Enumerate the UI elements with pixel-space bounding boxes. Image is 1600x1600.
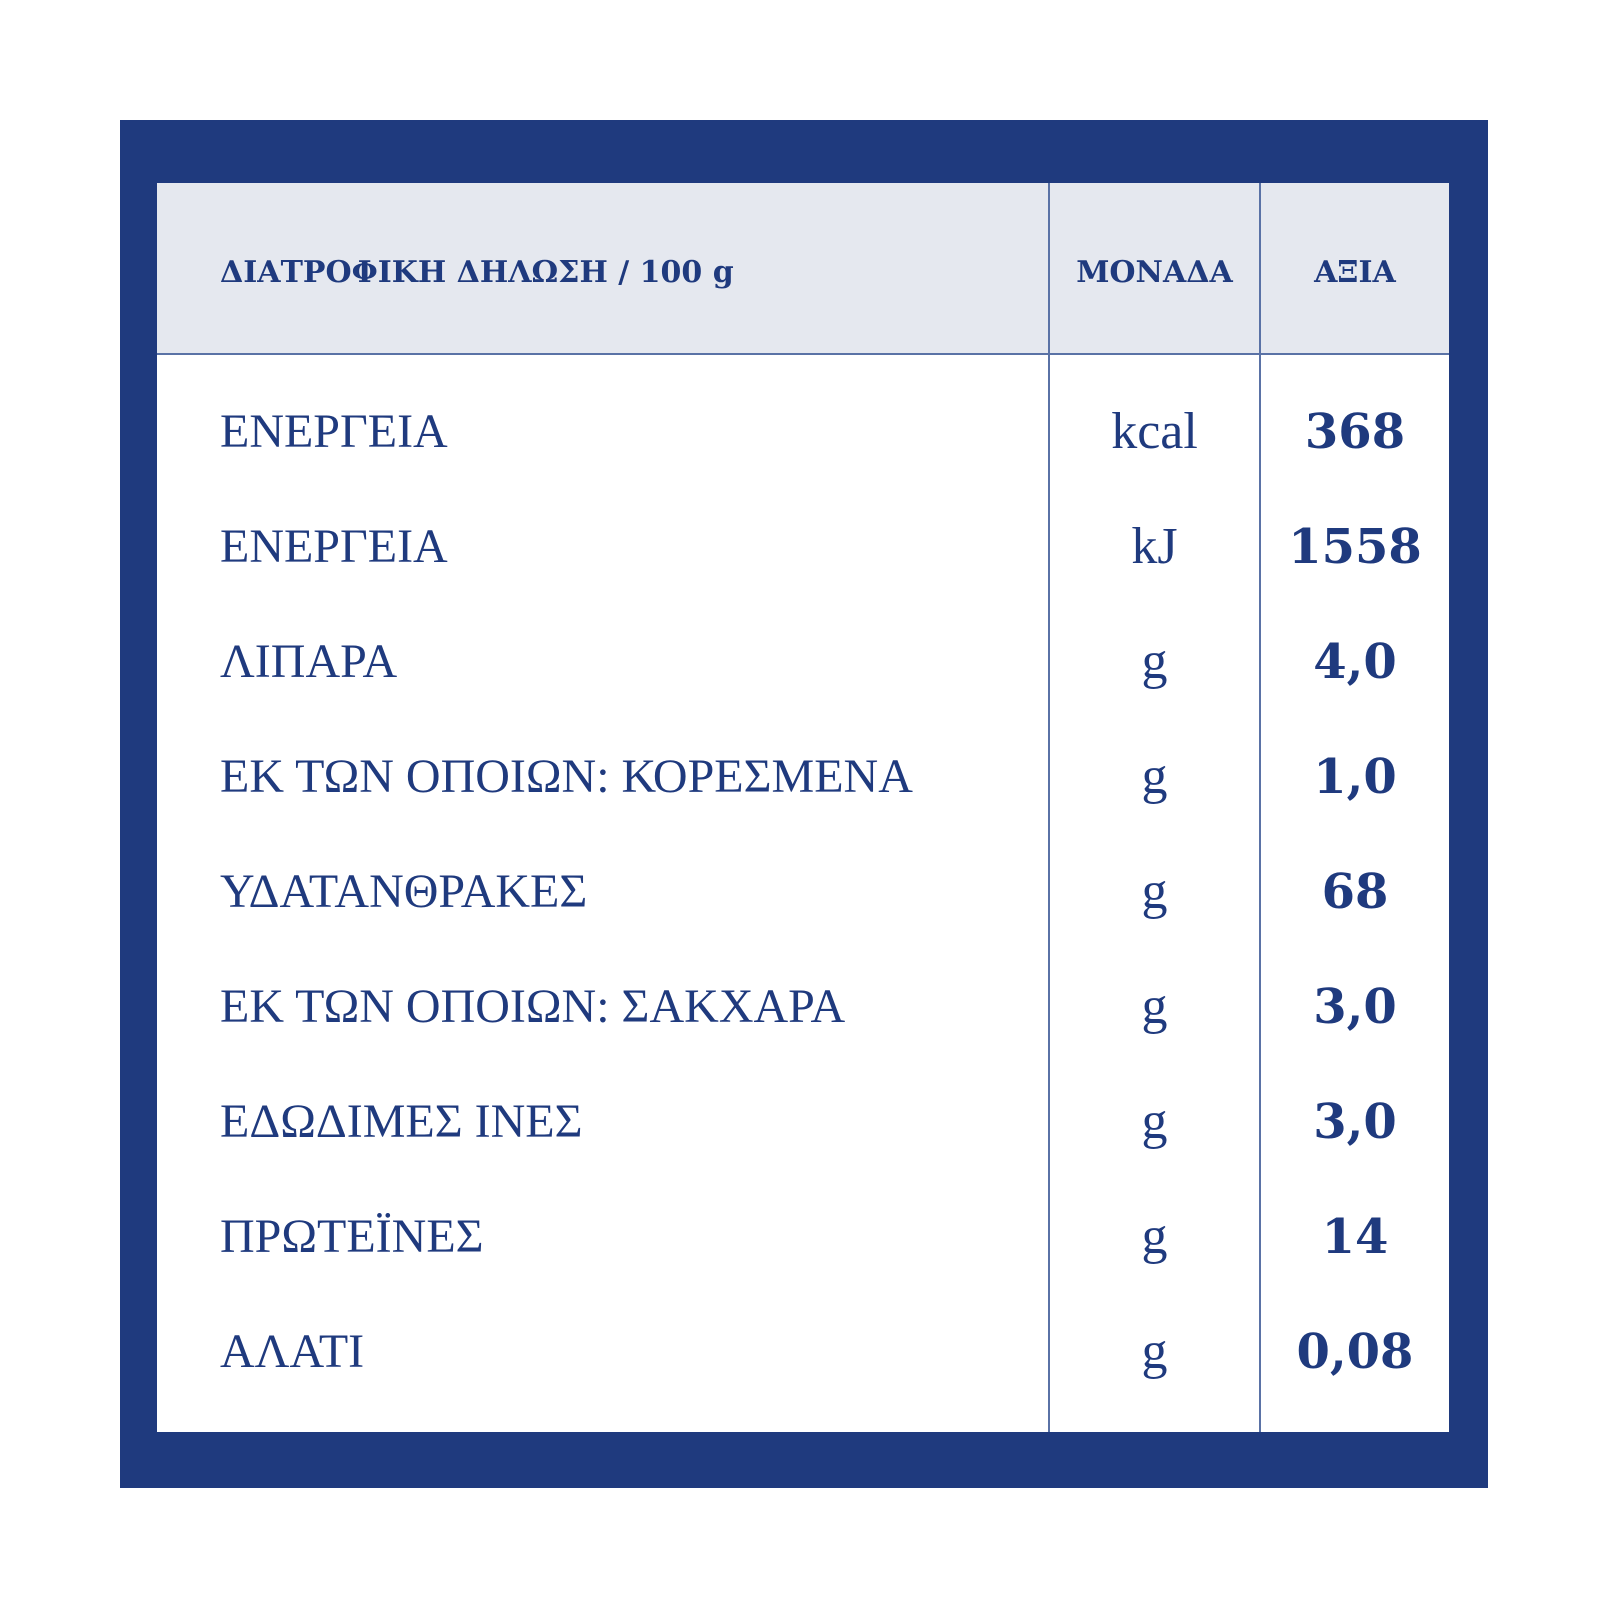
table-row (157, 949, 1449, 1065)
table-row (157, 834, 1449, 950)
header-nutrition-declaration: ΔΙΑΤΡΟΦΙΚΗ ΔΗΛΩΣΗ / 100 g (220, 255, 734, 290)
nutrition-table (157, 183, 1449, 1432)
table-row (157, 1064, 1449, 1180)
nutrient-name: ΕΚ ΤΩΝ ΟΠΟΙΩΝ: ΣΑΚΧΑΡΑ (220, 980, 846, 1033)
header-unit: ΜΟΝΑΔΑ (1076, 255, 1233, 290)
nutrient-unit: kJ (1131, 518, 1178, 575)
nutrient-name: ΕΝΕΡΓΕΙΑ (220, 520, 448, 573)
nutrient-name: ΠΡΩΤΕΪΝΕΣ (220, 1210, 484, 1263)
nutrient-name: ΕΝΕΡΓΕΙΑ (220, 405, 448, 458)
nutrient-value: 1,0 (1313, 749, 1397, 805)
nutrient-unit: g (1141, 978, 1168, 1035)
nutrient-value: 4,0 (1313, 634, 1397, 690)
nutrient-unit: g (1141, 863, 1168, 920)
nutrient-unit: g (1141, 1208, 1168, 1265)
nutrient-unit: g (1141, 748, 1168, 805)
nutrient-value: 3,0 (1313, 1094, 1397, 1150)
header-value: ΑΞΙΑ (1314, 255, 1396, 290)
nutrient-unit: g (1141, 633, 1168, 690)
nutrient-unit: kcal (1111, 403, 1198, 460)
nutrition-label-frame (120, 120, 1488, 1488)
table-row (157, 719, 1449, 835)
nutrient-value: 1558 (1288, 519, 1422, 575)
table-row (157, 604, 1449, 720)
nutrient-unit: g (1141, 1323, 1168, 1380)
table-header (157, 183, 1449, 355)
table-row (157, 1179, 1449, 1295)
nutrient-value: 14 (1321, 1209, 1389, 1265)
nutrient-name: ΕΚ ΤΩΝ ΟΠΟΙΩΝ: ΚΟΡΕΣΜΕΝΑ (220, 750, 913, 803)
nutrient-value: 0,08 (1296, 1324, 1414, 1380)
table-row (157, 1294, 1449, 1410)
nutrient-name: ΥΔΑΤΑΝΘΡΑΚΕΣ (220, 865, 588, 918)
table-row (157, 489, 1449, 605)
nutrient-unit: g (1141, 1093, 1168, 1150)
nutrient-value: 68 (1321, 864, 1389, 920)
table-row (157, 374, 1449, 490)
nutrient-value: 3,0 (1313, 979, 1397, 1035)
nutrient-value: 368 (1304, 404, 1406, 460)
nutrient-name: ΕΔΩΔΙΜΕΣ ΙΝΕΣ (220, 1095, 583, 1148)
nutrient-name: ΛΙΠΑΡΑ (220, 635, 398, 688)
nutrient-name: ΑΛΑΤΙ (220, 1325, 365, 1378)
